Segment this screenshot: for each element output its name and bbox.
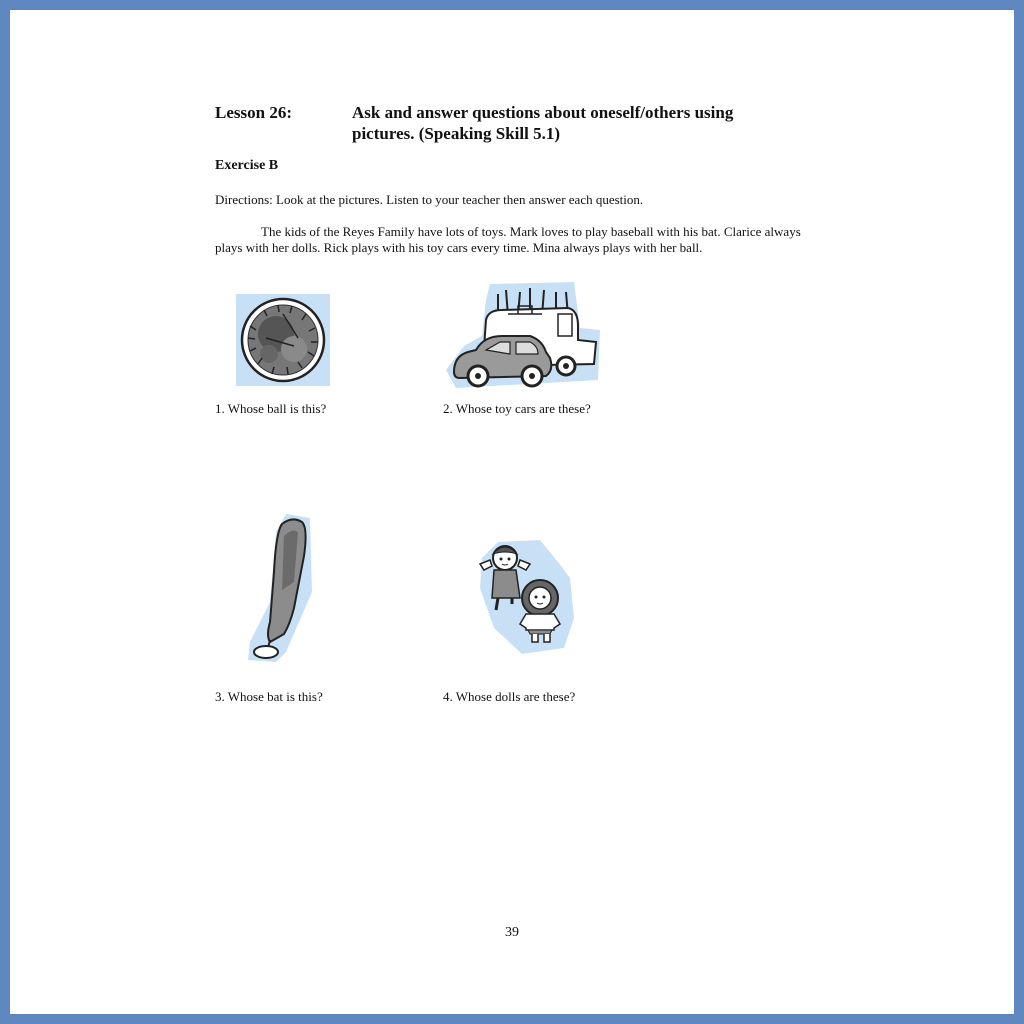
exercise-title: Exercise B xyxy=(215,158,279,173)
question-4: 4. Whose dolls are these? xyxy=(443,689,576,704)
page-number: 39 xyxy=(505,925,519,940)
toy-cars-icon xyxy=(446,280,602,390)
ball-icon xyxy=(236,294,332,386)
question-2: 2. Whose toy cars are these? xyxy=(443,401,591,416)
lesson-title: Ask and answer questions about oneself/others using pictures. (Speaking Skill 5.1) xyxy=(352,103,734,143)
lesson-number: Lesson 26: xyxy=(215,103,292,122)
story-paragraph: The kids of the Reyes Family have lots of toys. Mark loves to play baseball with his bat. Clarice always plays with her dolls. Rick plays with his toy cars every time. Mina always plays with her ball. xyxy=(215,224,801,255)
question-1: 1. Whose ball is this? xyxy=(215,401,327,416)
bat-icon xyxy=(246,512,316,664)
directions-text: Directions: Look at the pictures. Listen to your teacher then answer each question. xyxy=(215,192,644,207)
dolls-icon xyxy=(478,538,576,656)
question-3: 3. Whose bat is this? xyxy=(215,689,323,704)
